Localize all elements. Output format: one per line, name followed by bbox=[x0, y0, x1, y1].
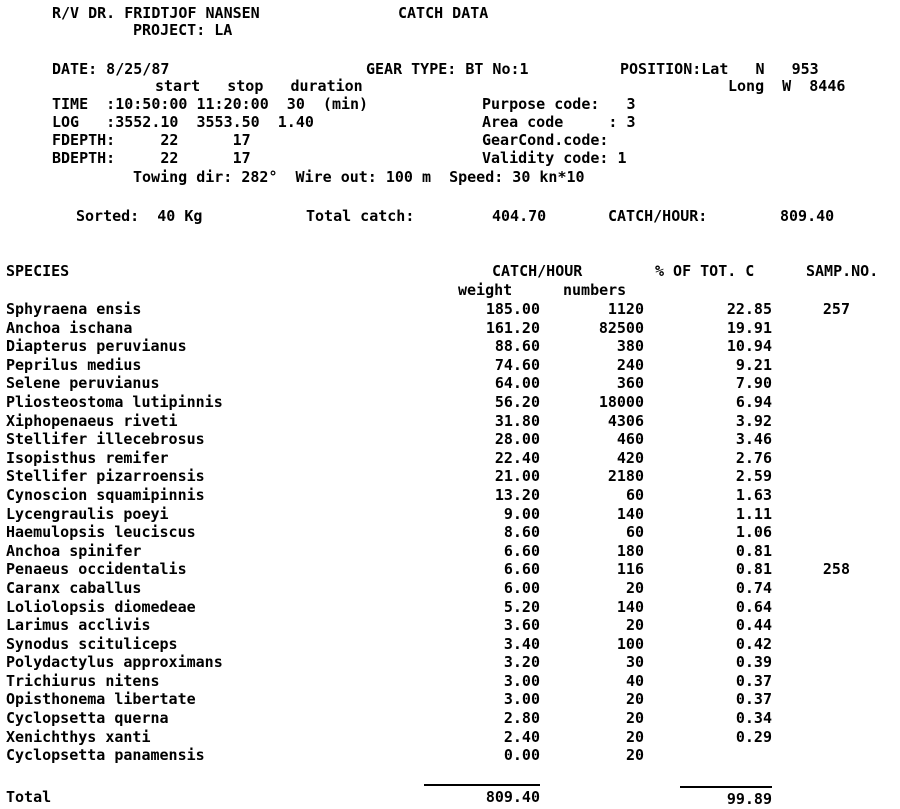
species-name: Anchoa spinifer bbox=[6, 541, 142, 560]
percent-value: 1.63 bbox=[735, 485, 772, 504]
total-weight-value: 809.40 bbox=[485, 788, 540, 806]
numbers-value: 60 bbox=[625, 485, 644, 504]
percent-value: 0.37 bbox=[735, 690, 772, 709]
species-name: Synodus scituliceps bbox=[6, 634, 178, 653]
species-name: Opisthonema libertate bbox=[6, 690, 196, 709]
species-name: Sphyraena ensis bbox=[6, 300, 142, 318]
table-row bbox=[0, 709, 900, 728]
species-column-header: SPECIES bbox=[6, 262, 70, 280]
sample-number-column-header: SAMP.NO. bbox=[806, 262, 879, 280]
numbers-value: 82500 bbox=[598, 318, 644, 337]
table-row bbox=[0, 337, 900, 356]
table-row bbox=[0, 412, 900, 431]
towing-info: Towing dir: 282° Wire out: 100 m Speed: 30 kn*10 bbox=[133, 168, 585, 186]
table-row bbox=[0, 560, 900, 579]
percent-value: 0.74 bbox=[735, 578, 772, 597]
species-name: Xiphopenaeus riveti bbox=[6, 411, 178, 430]
percent-value: 3.46 bbox=[735, 430, 772, 449]
bottom-depth-row: BDEPTH: 22 17 bbox=[52, 149, 251, 167]
percent-value: 0.39 bbox=[735, 653, 772, 672]
species-name: Larimus acclivis bbox=[6, 616, 151, 635]
percent-value: 0.42 bbox=[735, 634, 772, 653]
percent-value: 0.37 bbox=[735, 671, 772, 690]
weight-value: 88.60 bbox=[494, 337, 540, 356]
numbers-value: 20 bbox=[625, 690, 644, 709]
table-row bbox=[0, 653, 900, 672]
table-row bbox=[0, 319, 900, 338]
table-row bbox=[0, 690, 900, 709]
numbers-value: 240 bbox=[616, 355, 644, 374]
table-row bbox=[0, 300, 900, 319]
species-name: Penaeus occidentalis bbox=[6, 560, 187, 579]
numbers-value: 116 bbox=[616, 560, 644, 579]
numbers-value: 18000 bbox=[598, 392, 644, 411]
table-row bbox=[0, 542, 900, 561]
table-row bbox=[0, 467, 900, 486]
table-row bbox=[0, 505, 900, 524]
weight-value: 3.40 bbox=[503, 634, 540, 653]
weight-value: 3.00 bbox=[503, 690, 540, 709]
total-percent-value: 99.89 bbox=[726, 790, 772, 808]
log-row: LOG :3552.10 3553.50 1.40 bbox=[52, 113, 314, 131]
numbers-value: 420 bbox=[616, 448, 644, 467]
percent-value: 0.64 bbox=[735, 597, 772, 616]
percent-value: 0.81 bbox=[735, 560, 772, 579]
numbers-value: 1120 bbox=[607, 300, 644, 318]
numbers-value: 30 bbox=[625, 653, 644, 672]
percent-value: 0.44 bbox=[735, 616, 772, 635]
document-title: CATCH DATA bbox=[398, 4, 489, 22]
gear-condition-code: GearCond.code: bbox=[482, 131, 609, 149]
total-catch-label: Total catch: bbox=[306, 207, 415, 225]
species-name: Diapterus peruvianus bbox=[6, 337, 187, 356]
species-name: Xenichthys xanti bbox=[6, 727, 151, 746]
total-row-label: Total bbox=[6, 788, 52, 806]
weight-value: 74.60 bbox=[494, 355, 540, 374]
numbers-value: 380 bbox=[616, 337, 644, 356]
table-row bbox=[0, 728, 900, 747]
weight-value: 22.40 bbox=[494, 448, 540, 467]
species-name: Peprilus medius bbox=[6, 355, 142, 374]
weight-value: 161.20 bbox=[485, 318, 540, 337]
species-name: Selene peruvianus bbox=[6, 374, 160, 393]
position-latitude: POSITION:Lat N 953 bbox=[620, 60, 819, 78]
percent-value: 0.34 bbox=[735, 709, 772, 728]
numbers-value: 20 bbox=[625, 746, 644, 765]
weight-value: 3.20 bbox=[503, 653, 540, 672]
percent-value: 2.59 bbox=[735, 467, 772, 486]
species-name: Lycengraulis poeyi bbox=[6, 504, 169, 523]
weight-value: 2.40 bbox=[503, 727, 540, 746]
weight-value: 64.00 bbox=[494, 374, 540, 393]
species-name: Cyclopsetta querna bbox=[6, 709, 169, 728]
percent-value: 0.29 bbox=[735, 727, 772, 746]
numbers-value: 40 bbox=[625, 671, 644, 690]
table-row bbox=[0, 523, 900, 542]
total-catch-value: 404.70 bbox=[492, 207, 547, 225]
numbers-value: 20 bbox=[625, 578, 644, 597]
weight-value: 56.20 bbox=[494, 392, 540, 411]
species-name: Anchoa ischana bbox=[6, 318, 133, 337]
weight-value: 2.80 bbox=[503, 709, 540, 728]
species-table-body bbox=[0, 300, 900, 765]
position-longitude: Long W 8446 bbox=[728, 77, 846, 95]
numbers-value: 20 bbox=[625, 709, 644, 728]
table-row bbox=[0, 746, 900, 765]
vessel-name: R/V DR. FRIDTJOF NANSEN bbox=[52, 4, 260, 22]
weight-value: 185.00 bbox=[485, 300, 540, 318]
table-row bbox=[0, 486, 900, 505]
weight-value: 6.60 bbox=[503, 560, 540, 579]
percent-value: 10.94 bbox=[726, 337, 772, 356]
weight-value: 9.00 bbox=[503, 504, 540, 523]
percent-value: 7.90 bbox=[735, 374, 772, 393]
percent-total-rule bbox=[680, 786, 772, 788]
numbers-value: 180 bbox=[616, 541, 644, 560]
table-row bbox=[0, 374, 900, 393]
percent-value: 1.06 bbox=[735, 523, 772, 542]
numbers-subheader: numbers bbox=[563, 281, 627, 299]
weight-total-rule bbox=[424, 784, 540, 786]
numbers-value: 4306 bbox=[607, 411, 644, 430]
table-row bbox=[0, 672, 900, 691]
species-name: Loliolopsis diomedeae bbox=[6, 597, 196, 616]
catch-per-hour-column-header: CATCH/HOUR bbox=[492, 262, 583, 280]
table-row bbox=[0, 393, 900, 412]
numbers-value: 20 bbox=[625, 727, 644, 746]
weight-value: 21.00 bbox=[494, 467, 540, 486]
time-column-headers: start stop duration bbox=[155, 77, 363, 95]
percent-value: 19.91 bbox=[726, 318, 772, 337]
percent-value: 0.81 bbox=[735, 541, 772, 560]
numbers-value: 460 bbox=[616, 430, 644, 449]
weight-value: 13.20 bbox=[494, 485, 540, 504]
sample-number: 257 bbox=[822, 300, 850, 318]
gear-type-field: GEAR TYPE: BT No:1 bbox=[366, 60, 529, 78]
percent-value: 3.92 bbox=[735, 411, 772, 430]
weight-value: 5.20 bbox=[503, 597, 540, 616]
numbers-value: 100 bbox=[616, 634, 644, 653]
time-row: TIME :10:50:00 11:20:00 30 (min) bbox=[52, 95, 369, 113]
percent-value: 22.85 bbox=[726, 300, 772, 318]
numbers-value: 140 bbox=[616, 504, 644, 523]
table-row bbox=[0, 430, 900, 449]
table-row bbox=[0, 635, 900, 654]
catch-per-hour-label: CATCH/HOUR: bbox=[608, 207, 708, 225]
percent-value: 1.11 bbox=[735, 504, 772, 523]
species-name: Cynoscion squamipinnis bbox=[6, 485, 205, 504]
weight-value: 28.00 bbox=[494, 430, 540, 449]
area-code: Area code : 3 bbox=[482, 113, 636, 131]
table-row bbox=[0, 598, 900, 617]
weight-value: 3.60 bbox=[503, 616, 540, 635]
validity-code: Validity code: 1 bbox=[482, 149, 627, 167]
numbers-value: 360 bbox=[616, 374, 644, 393]
weight-value: 8.60 bbox=[503, 523, 540, 542]
percent-value: 9.21 bbox=[735, 355, 772, 374]
weight-subheader: weight bbox=[458, 281, 513, 299]
species-name: Cyclopsetta panamensis bbox=[6, 746, 205, 765]
percent-total-column-header: % OF TOT. C bbox=[655, 262, 755, 280]
species-name: Caranx caballus bbox=[6, 578, 142, 597]
weight-value: 6.00 bbox=[503, 578, 540, 597]
species-name: Haemulopsis leuciscus bbox=[6, 523, 196, 542]
species-name: Polydactylus approximans bbox=[6, 653, 223, 672]
table-row bbox=[0, 449, 900, 468]
weight-value: 6.60 bbox=[503, 541, 540, 560]
numbers-value: 60 bbox=[625, 523, 644, 542]
species-name: Pliosteostoma lutipinnis bbox=[6, 392, 223, 411]
species-name: Trichiurus nitens bbox=[6, 671, 160, 690]
sorted-weight: Sorted: 40 Kg bbox=[76, 207, 203, 225]
numbers-value: 20 bbox=[625, 616, 644, 635]
table-row bbox=[0, 356, 900, 375]
percent-value: 2.76 bbox=[735, 448, 772, 467]
project-label: PROJECT: LA bbox=[133, 21, 233, 39]
sample-number: 258 bbox=[822, 560, 850, 579]
fishing-depth-row: FDEPTH: 22 17 bbox=[52, 131, 251, 149]
species-name: Stellifer pizarroensis bbox=[6, 467, 205, 486]
weight-value: 0.00 bbox=[503, 746, 540, 765]
weight-value: 3.00 bbox=[503, 671, 540, 690]
table-row bbox=[0, 616, 900, 635]
table-row bbox=[0, 579, 900, 598]
numbers-value: 2180 bbox=[607, 467, 644, 486]
weight-value: 31.80 bbox=[494, 411, 540, 430]
species-name: Isopisthus remifer bbox=[6, 448, 169, 467]
catch-per-hour-value: 809.40 bbox=[780, 207, 835, 225]
date-field: DATE: 8/25/87 bbox=[52, 60, 170, 78]
species-name: Stellifer illecebrosus bbox=[6, 430, 205, 449]
numbers-value: 140 bbox=[616, 597, 644, 616]
purpose-code: Purpose code: 3 bbox=[482, 95, 636, 113]
percent-value: 6.94 bbox=[735, 392, 772, 411]
